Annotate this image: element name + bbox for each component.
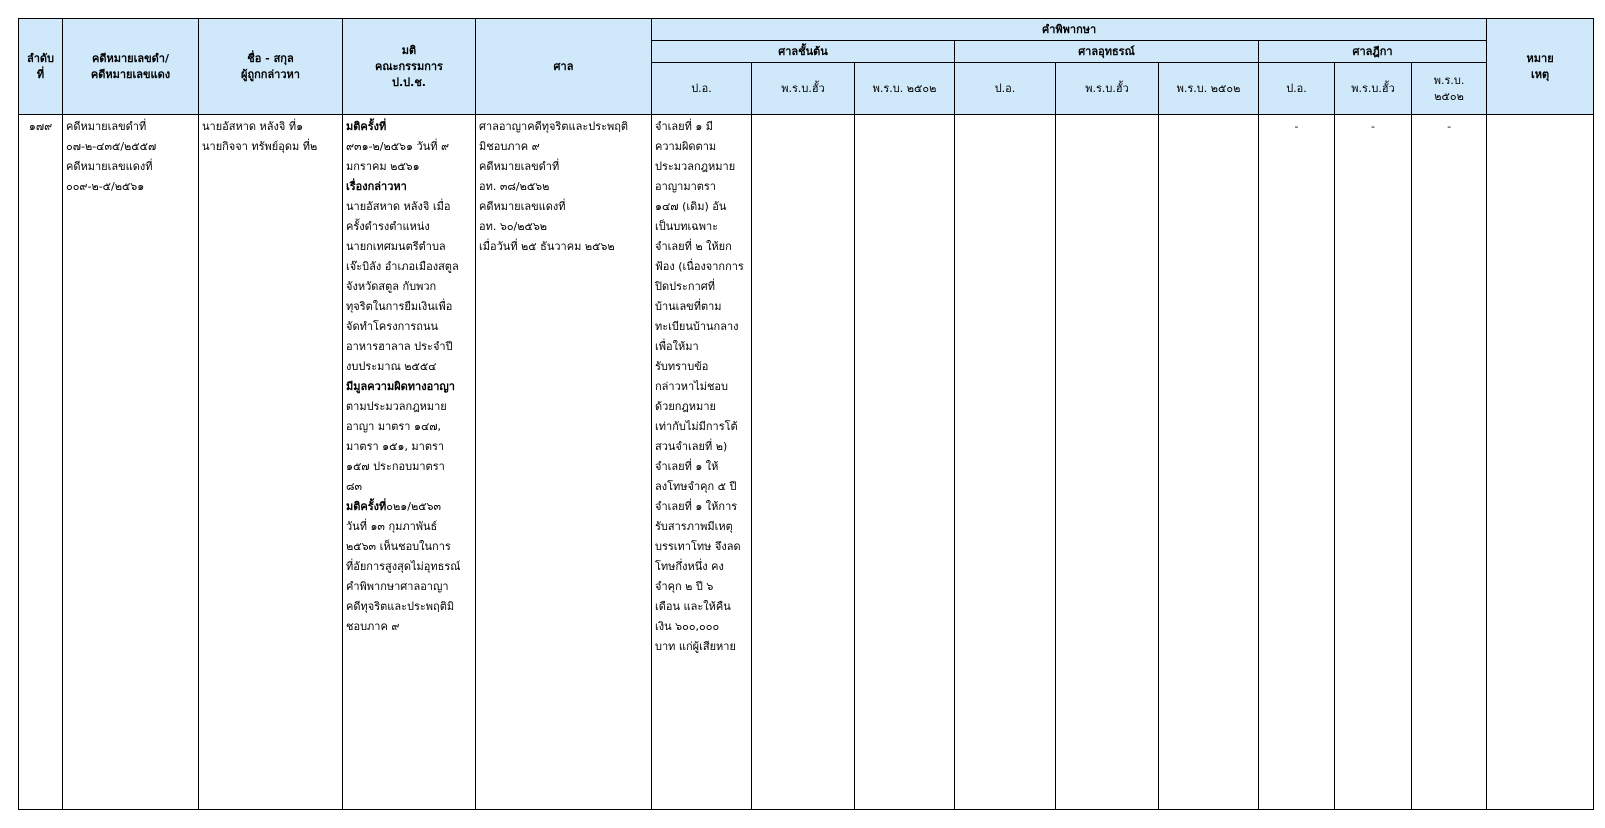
bold-heading: มีมูลความผิดทางอาญา bbox=[346, 380, 455, 393]
header-case-numbers: คดีหมายเลขดำ/ คดีหมายเลขแดง bbox=[63, 19, 199, 115]
text-line: เงิน ๖๐๐,๐๐๐ bbox=[655, 620, 720, 633]
text-line: ๑๔๗ (เดิม) อัน bbox=[655, 200, 727, 213]
text-line: เดือน และให้คืน bbox=[655, 600, 731, 613]
text-line: ความผิดตาม bbox=[655, 140, 717, 153]
text-line: ประมวลกฎหมาย bbox=[655, 160, 736, 173]
text: ชอบภาค ๙ bbox=[346, 620, 400, 633]
text-line: จำคุก ๒ ปี ๖ bbox=[655, 580, 714, 593]
text-line: ทะเบียนบ้านกลาง bbox=[655, 320, 739, 333]
text-line bbox=[346, 237, 472, 257]
text-line bbox=[346, 297, 472, 317]
text: ครั้งดำรงตำแหน่ง bbox=[346, 220, 430, 233]
text: งบประมาณ ๒๕๕๔ bbox=[346, 360, 437, 373]
text-line bbox=[346, 477, 472, 497]
text-line: เพื่อให้มา bbox=[655, 340, 699, 353]
text-line bbox=[346, 157, 472, 177]
text: อาญา มาตรา ๑๔๗, bbox=[346, 420, 442, 433]
header-first-act-old: พ.ร.บ.ฮั้ว bbox=[752, 63, 855, 115]
text-line bbox=[346, 597, 472, 617]
text-line: จำเลยที่ ๑ ให้ bbox=[655, 460, 719, 473]
text-line: เมื่อวันที่ ๒๕ ธันวาคม ๒๕๖๒ bbox=[479, 240, 615, 253]
text-line: บาท แก่ผู้เสียหาย bbox=[655, 640, 736, 653]
cell-case-numbers: คดีหมายเลขดำที่ ๐๗-๒-๔๓๕/๒๕๕๗ คดีหมายเลขแดงที่ ๐๐๙-๒-๕/๒๕๖๑ bbox=[63, 115, 199, 810]
text: คำพิพากษาศาลอาญา bbox=[346, 580, 449, 593]
bold-heading: มติครั้งที่ bbox=[346, 500, 387, 513]
text: ตามประมวลกฎหมาย bbox=[346, 400, 447, 413]
text-line: กล่าวหาไม่ชอบ bbox=[655, 380, 729, 393]
text-line bbox=[346, 177, 472, 197]
bold-heading: มติครั้งที่ bbox=[346, 120, 387, 133]
text-line bbox=[346, 317, 472, 337]
cell-remarks bbox=[1487, 115, 1594, 810]
text-line: เป็นบทเฉพาะ bbox=[655, 220, 719, 233]
header-court-supreme: ศาลฎีกา bbox=[1259, 41, 1487, 63]
text-line bbox=[346, 577, 472, 597]
text: ทุจริตในการยืมเงินเพื่อ bbox=[346, 300, 453, 313]
header-court-first-instance: ศาลชั้นต้น bbox=[652, 41, 955, 63]
text: นายกเทศมนตรีตำบล bbox=[346, 240, 446, 253]
header-judgment: คำพิพากษา bbox=[652, 19, 1487, 41]
judgment-table-wrapper bbox=[18, 18, 1594, 810]
text-line: อท. ๖๐/๒๕๖๒ bbox=[479, 220, 548, 233]
text: นายอัสหาด หลังจิ เมื่อ bbox=[346, 200, 451, 213]
cell-appeal-act-old bbox=[1056, 115, 1159, 810]
text-line: จำเลยที่ ๒ ให้ยก bbox=[655, 240, 732, 253]
cell-committee-resolution bbox=[343, 115, 476, 810]
text: จัดทำโครงการถนน bbox=[346, 320, 439, 333]
header-supreme-act-2502: พ.ร.บ. ๒๕๐๒ bbox=[1412, 63, 1487, 115]
cell-defendants: นายอัสหาด หลังจิ ที่๑ นายกิจจา ทรัพย์อุดม ที่๒ bbox=[199, 115, 343, 810]
cell-first-instance-po bbox=[652, 115, 752, 810]
text: อาหารฮาลาล ประจำปี bbox=[346, 340, 453, 353]
cell-court bbox=[476, 115, 652, 810]
text: ๙๓๑-๒/๒๕๖๑ วันที่ ๙ bbox=[346, 140, 450, 153]
text-line: ปิดประกาศที่ bbox=[655, 280, 715, 293]
cell-seq: ๑๗๙ bbox=[19, 115, 63, 810]
text-line: โทษกึ่งหนึ่ง คง bbox=[655, 560, 724, 573]
text-line bbox=[346, 417, 472, 437]
text-line: จำเลยที่ ๑ มี bbox=[655, 120, 714, 133]
text-line bbox=[346, 617, 472, 637]
text-line bbox=[346, 397, 472, 417]
text: มกราคม ๒๕๖๑ bbox=[346, 160, 420, 173]
header-supreme-po: ป.อ. bbox=[1259, 63, 1335, 115]
header-supreme-act-old: พ.ร.บ.ฮั้ว bbox=[1335, 63, 1412, 115]
cell-supreme-po: - bbox=[1259, 115, 1335, 810]
text: ๑๕๗ ประกอบมาตรา bbox=[346, 460, 445, 473]
text-line bbox=[346, 357, 472, 377]
table-row bbox=[19, 115, 1594, 810]
header-court: ศาล bbox=[476, 19, 652, 115]
text-line: คดีหมายเลขดำที่ bbox=[479, 160, 560, 173]
cell-supreme-act-old: - bbox=[1335, 115, 1412, 810]
header-first-po: ป.อ. bbox=[652, 63, 752, 115]
text-line: บ้านเลขที่ตาม bbox=[655, 300, 722, 313]
text-line bbox=[346, 257, 472, 277]
text-line bbox=[346, 437, 472, 457]
text-line: บรรเทาโทษ จึงลด bbox=[655, 540, 741, 553]
text-line bbox=[346, 517, 472, 537]
text-line bbox=[346, 277, 472, 297]
text: ๐๒๑/๒๕๖๓ bbox=[386, 500, 442, 513]
text-line bbox=[346, 377, 472, 397]
text: ๒๕๖๓ เห็นชอบในการ bbox=[346, 540, 451, 553]
text-line: อาญามาตรา bbox=[655, 180, 716, 193]
text: ที่อัยการสูงสุดไม่อุทธรณ์ bbox=[346, 560, 461, 573]
text-line: เท่ากับไม่มีการโต้ bbox=[655, 420, 738, 433]
text: คดีทุจริตและประพฤติมิ bbox=[346, 600, 455, 613]
text-line: ลงโทษจำคุก ๕ ปี bbox=[655, 480, 737, 493]
cell-appeal-act-2502 bbox=[1159, 115, 1259, 810]
text-line: สวนจำเลยที่ ๒) bbox=[655, 440, 728, 453]
text-line bbox=[346, 457, 472, 477]
header-remarks: หมาย เหตุ bbox=[1487, 19, 1594, 115]
header-defendants: ชื่อ - สกุล ผู้ถูกกล่าวหา bbox=[199, 19, 343, 115]
text-line bbox=[346, 197, 472, 217]
header-seq: ลำดับ ที่ bbox=[19, 19, 63, 115]
header-court-appeal: ศาลอุทธรณ์ bbox=[955, 41, 1259, 63]
header-appeal-act-2502: พ.ร.บ. ๒๕๐๒ bbox=[1159, 63, 1259, 115]
header-appeal-po: ป.อ. bbox=[955, 63, 1056, 115]
text: ๘๓ bbox=[346, 480, 363, 493]
text-line bbox=[346, 117, 472, 137]
text-line: รับทราบข้อ bbox=[655, 360, 709, 373]
text: วันที่ ๑๓ กุมภาพันธ์ bbox=[346, 520, 438, 533]
header-first-act-2502: พ.ร.บ. ๒๕๐๒ bbox=[855, 63, 955, 115]
text-line bbox=[346, 217, 472, 237]
text-line: ศาลอาญาคดีทุจริตและประพฤติ bbox=[479, 120, 629, 133]
text-line bbox=[346, 537, 472, 557]
text-line bbox=[346, 337, 472, 357]
text-line: ฟ้อง (เนื่องจากการ bbox=[655, 260, 744, 273]
text-line: รับสารภาพมีเหตุ bbox=[655, 520, 733, 533]
cell-first-instance-act-2502 bbox=[855, 115, 955, 810]
text: เจ๊ะบิลัง อำเภอเมืองสตูล bbox=[346, 260, 459, 273]
text: จังหวัดสตูล กับพวก bbox=[346, 280, 437, 293]
cell-appeal-po bbox=[955, 115, 1056, 810]
cell-supreme-act-2502: - bbox=[1412, 115, 1487, 810]
text-line: ด้วยกฎหมาย bbox=[655, 400, 716, 413]
header-appeal-act-old: พ.ร.บ.ฮั้ว bbox=[1056, 63, 1159, 115]
cell-first-instance-act-old bbox=[752, 115, 855, 810]
judgment-table bbox=[18, 18, 1594, 810]
text-line bbox=[346, 497, 472, 517]
header-committee-resolution: มติ คณะกรรมการ ป.ป.ช. bbox=[343, 19, 476, 115]
text-line: คดีหมายเลขแดงที่ bbox=[479, 200, 566, 213]
bold-heading: เรื่องกล่าวหา bbox=[346, 180, 407, 193]
text: มาตรา ๑๕๑, มาตรา bbox=[346, 440, 445, 453]
text-line: จำเลยที่ ๑ ให้การ bbox=[655, 500, 738, 513]
text-line: อท. ๓๘/๒๕๖๒ bbox=[479, 180, 550, 193]
text-line bbox=[346, 557, 472, 577]
text-line: มิชอบภาค ๙ bbox=[479, 140, 540, 153]
text-line bbox=[346, 137, 472, 157]
